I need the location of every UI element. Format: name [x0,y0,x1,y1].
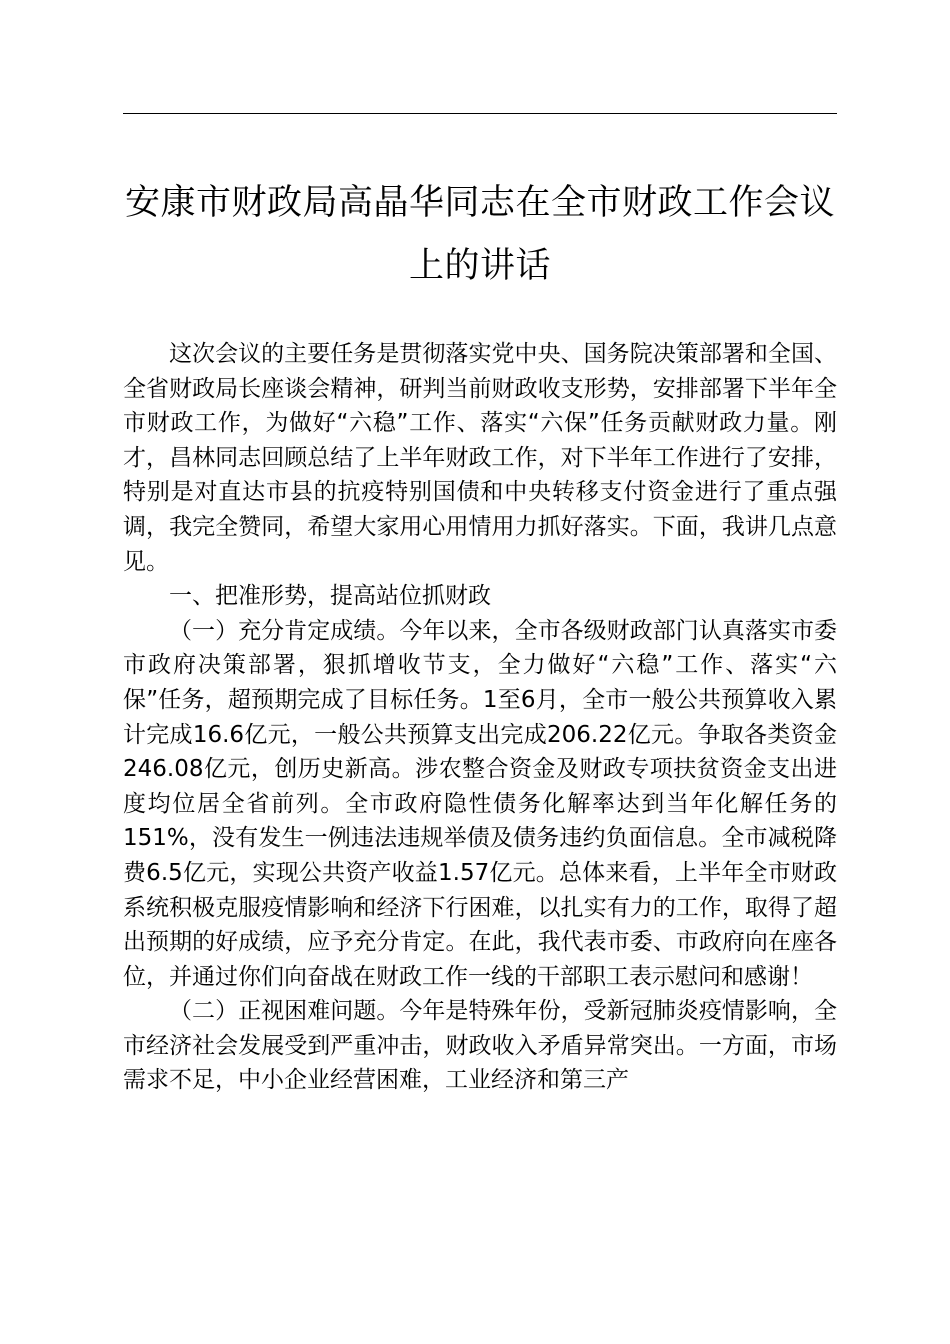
document-title: 安康市财政局高晶华同志在全市财政工作会议上的讲话 [124,183,835,286]
paragraph-achievements: （一）充分肯定成绩。今年以来，全市各级财政部门认真落实市委市政府决策部署，狠抓增收节支，全力做好“六稳”工作、落实“六保”任务，超预期完成了目标任务。1至6月，全市一般公共预算收入累计完成16.6亿元，一般公共预算支出完成206.22亿元。争取各类资金246.08亿元，创历史新高。涉农整合资金及财政专项扶贫资金支出进度均位居全省前列。全市政府隐性债务化解率达到当年化解任务的151%，没有发生一例违法违规举债及债务违约负面信息。全市减税降费6.5亿元，实现公共资产收益1.57亿元。总体来看，上半年全市财政系统积极克服疫情影响和经济下行困难，以扎实有力的工作，取得了超出预期的好成绩，应予充分肯定。在此，我代表市委、市政府向在座各位，并通过你们向奋战在财政工作一线的干部职工表示慰问和感谢！ [123,617,837,990]
paragraph-intro: 这次会议的主要任务是贯彻落实党中央、国务院决策部署和全国、全省财政局长座谈会精神，研判当前财政收支形势，安排部署下半年全市财政工作，为做好“六稳”工作、落实“六保”任务贡献财政力量。刚才，昌林同志回顾总结了上半年财政工作，对下半年工作进行了安排，特别是对直达市县的抗疫特别国债和中央转移支付资金进行了重点强调，我完全赞同，希望大家用心用情用力抓好落实。下面，我讲几点意见。 [123,341,837,575]
document-body [123,337,837,1098]
header-rule [123,113,837,114]
paragraph-difficulties: （二）正视困难问题。今年是特殊年份，受新冠肺炎疫情影响，全市经济社会发展受到严重冲击，财政收入矛盾异常突出。一方面，市场需求不足，中小企业经营困难，工业经济和第三产 [123,998,837,1094]
section-heading-1: 一、把准形势，提高站位抓财政 [169,583,491,610]
